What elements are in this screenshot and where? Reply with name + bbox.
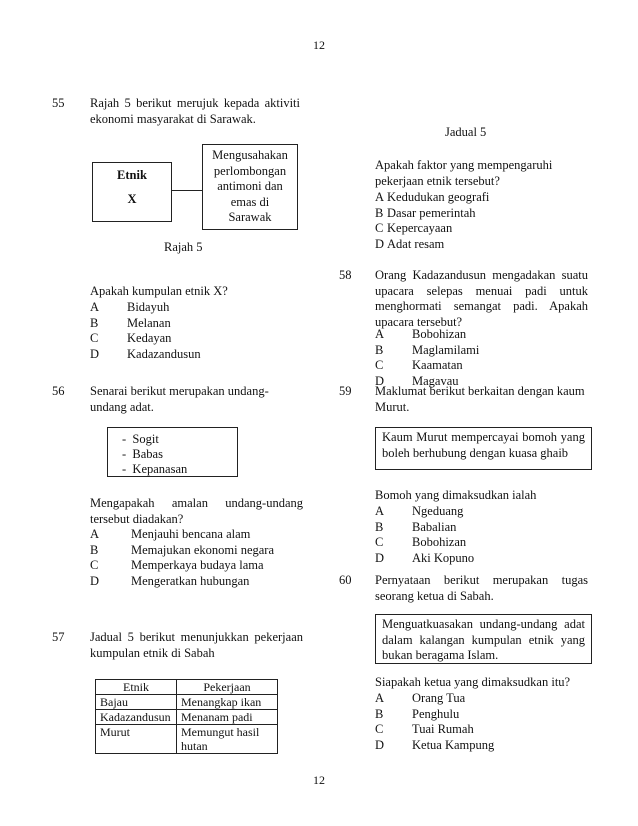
option-letter: D xyxy=(375,737,385,752)
option-b xyxy=(375,206,590,222)
option-letter: C xyxy=(375,722,384,736)
question-56-number: 56 xyxy=(52,384,65,398)
question-60-number: 60 xyxy=(339,573,352,587)
option-c xyxy=(375,722,590,738)
option-d xyxy=(90,574,305,590)
option-letter: B xyxy=(375,519,384,534)
table-cell: Menangkap ikan xyxy=(177,695,278,710)
diagram-activity-line: Sarawak xyxy=(228,210,272,224)
option-letter: B xyxy=(375,205,384,220)
option-letter: D xyxy=(375,373,385,388)
diagram-ethnic-value: X xyxy=(127,191,137,206)
option-letter: A xyxy=(375,190,385,204)
option-c xyxy=(375,535,590,551)
option-letter: D xyxy=(375,236,385,251)
option-text: Aki Kopuno xyxy=(412,550,475,565)
diagram-activity-box xyxy=(202,144,298,230)
option-letter: A xyxy=(375,691,385,705)
question-60-options xyxy=(375,691,590,753)
option-letter: C xyxy=(375,358,384,372)
table-cell: Murut xyxy=(96,725,177,754)
option-a xyxy=(90,527,305,543)
table-row xyxy=(96,695,278,710)
option-text: Bobohizan xyxy=(412,327,467,341)
table-header: Pekerjaan xyxy=(177,680,278,695)
option-letter: C xyxy=(90,331,99,345)
option-text: Kaamatan xyxy=(412,358,463,372)
option-letter: D xyxy=(90,573,100,588)
option-c xyxy=(90,558,305,574)
diagram-activity-line: emas di xyxy=(230,194,270,209)
option-text: Kadazandusun xyxy=(127,346,201,361)
list-item: - Kepanasan xyxy=(122,462,188,476)
question-56-options xyxy=(90,527,305,589)
diagram-activity-line: antimoni dan xyxy=(217,179,283,193)
list-item: - Babas xyxy=(122,447,163,461)
option-text: Maglamilami xyxy=(412,342,480,357)
option-letter: A xyxy=(90,527,100,541)
option-text: Memperkaya budaya lama xyxy=(131,558,264,572)
option-d xyxy=(375,237,590,253)
page-number-bottom: 12 xyxy=(313,773,325,787)
option-a xyxy=(375,691,590,707)
option-text: Magavau xyxy=(412,373,459,388)
diagram-caption: Rajah 5 xyxy=(164,240,203,254)
question-60-stem: Pernyataan berikut merupakan tugas seorang ketua di Sabah. xyxy=(375,573,588,603)
option-text: Mengeratkan hubungan xyxy=(131,573,250,588)
diagram-connector-line xyxy=(172,190,202,191)
option-letter: C xyxy=(375,221,384,235)
option-text: Orang Tua xyxy=(412,691,466,705)
option-b xyxy=(375,707,590,723)
option-text: Kepercayaan xyxy=(387,221,453,235)
question-58-stem: Orang Kadazandusun mengadakan suatu upacara selepas menuai padi untuk menghormati semangat padi. Apakah upacara tersebut? xyxy=(375,268,588,329)
option-letter: D xyxy=(375,550,385,565)
option-letter: C xyxy=(90,558,99,572)
question-60-question: Siapakah ketua yang dimaksudkan itu? xyxy=(375,675,571,689)
option-letter: B xyxy=(375,342,384,357)
option-text: Kedudukan geografi xyxy=(387,190,490,204)
diagram-ethnic-title: Etnik xyxy=(117,168,147,182)
option-text: Bobohizan xyxy=(412,535,467,549)
option-text: Melanan xyxy=(127,315,171,330)
question-55-stem: Rajah 5 berikut merujuk kepada aktiviti ekonomi masyarakat di Sarawak. xyxy=(90,96,300,126)
option-letter: B xyxy=(375,706,384,721)
option-text: Ketua Kampung xyxy=(412,737,495,752)
option-letter: A xyxy=(375,327,385,341)
option-a xyxy=(375,190,590,206)
option-b xyxy=(90,543,305,559)
question-57-question: Apakah faktor yang mempengaruhi pekerjaan etnik tersebut? xyxy=(375,158,553,188)
option-d xyxy=(375,551,590,567)
table-cell: Bajau xyxy=(96,695,177,710)
option-letter: B xyxy=(90,542,99,557)
option-letter: B xyxy=(90,315,99,330)
option-text: Tuai Rumah xyxy=(412,722,474,736)
table-row xyxy=(96,725,278,754)
option-text: Menjauhi bencana alam xyxy=(131,527,251,541)
option-a xyxy=(375,327,590,343)
question-58-options xyxy=(375,327,590,389)
question-55-options xyxy=(90,300,300,362)
table-cell: Memungut hasil hutan xyxy=(177,725,278,754)
option-b xyxy=(90,316,300,332)
adat-list-box xyxy=(107,427,238,477)
page-number-top: 12 xyxy=(313,38,325,52)
question-58-number: 58 xyxy=(339,268,352,282)
option-text: Adat resam xyxy=(387,236,445,251)
question-56-question: Mengapakah amalan undang-undang tersebut diadakan? xyxy=(90,496,303,526)
option-d xyxy=(375,738,590,754)
table-caption: Jadual 5 xyxy=(445,125,487,139)
table-row xyxy=(96,710,278,725)
option-a xyxy=(375,504,590,520)
option-b xyxy=(375,343,590,359)
question-57-stem: Jadual 5 berikut menunjukkan pekerjaan kumpulan etnik di Sabah xyxy=(90,630,303,660)
question-57-options xyxy=(375,190,590,252)
option-letter: D xyxy=(90,346,100,361)
option-text: Dasar pemerintah xyxy=(387,205,476,220)
option-b xyxy=(375,520,590,536)
question-59-options xyxy=(375,504,590,566)
option-text: Babalian xyxy=(412,519,457,534)
diagram-activity-line: Mengusahakan xyxy=(212,148,288,162)
ketua-duty-box: Menguatkuasakan undang-undang adat dalam kalangan kumpulan etnik yang bukan beragama Islam. xyxy=(375,614,592,664)
option-c xyxy=(375,358,590,374)
option-letter: C xyxy=(375,535,384,549)
option-letter: A xyxy=(375,504,385,518)
option-text: Memajukan ekonomi negara xyxy=(131,542,275,557)
option-c xyxy=(90,331,300,347)
jadual-5-table xyxy=(95,679,278,754)
question-57-number: 57 xyxy=(52,630,65,644)
question-56-stem: Senarai berikut merupakan undang-undang adat. xyxy=(90,384,269,414)
option-c xyxy=(375,221,590,237)
question-59-stem: Maklumat berikut berkaitan dengan kaum Murut. xyxy=(375,384,585,414)
option-text: Penghulu xyxy=(412,706,460,721)
option-text: Ngeduang xyxy=(412,504,464,518)
table-header: Etnik xyxy=(96,680,177,695)
list-item: - Sogit xyxy=(122,432,159,446)
murut-info-box: Kaum Murut mempercayai bomoh yang boleh berhubung dengan kuasa ghaib xyxy=(375,427,592,470)
question-59-question: Bomoh yang dimaksudkan ialah xyxy=(375,488,537,502)
diagram-ethnic-box xyxy=(92,162,172,222)
question-55-number: 55 xyxy=(52,96,65,110)
diagram-activity-line: perlombongan xyxy=(213,163,287,178)
table-cell: Kadazandusun xyxy=(96,710,177,725)
option-text: Bidayuh xyxy=(127,300,170,314)
table-header-row xyxy=(96,680,278,695)
option-d xyxy=(90,347,300,363)
question-55-question: Apakah kumpulan etnik X? xyxy=(90,284,228,298)
option-letter: A xyxy=(90,300,100,314)
option-text: Kedayan xyxy=(127,331,172,345)
option-a xyxy=(90,300,300,316)
table-cell: Menanam padi xyxy=(177,710,278,725)
question-59-number: 59 xyxy=(339,384,352,398)
